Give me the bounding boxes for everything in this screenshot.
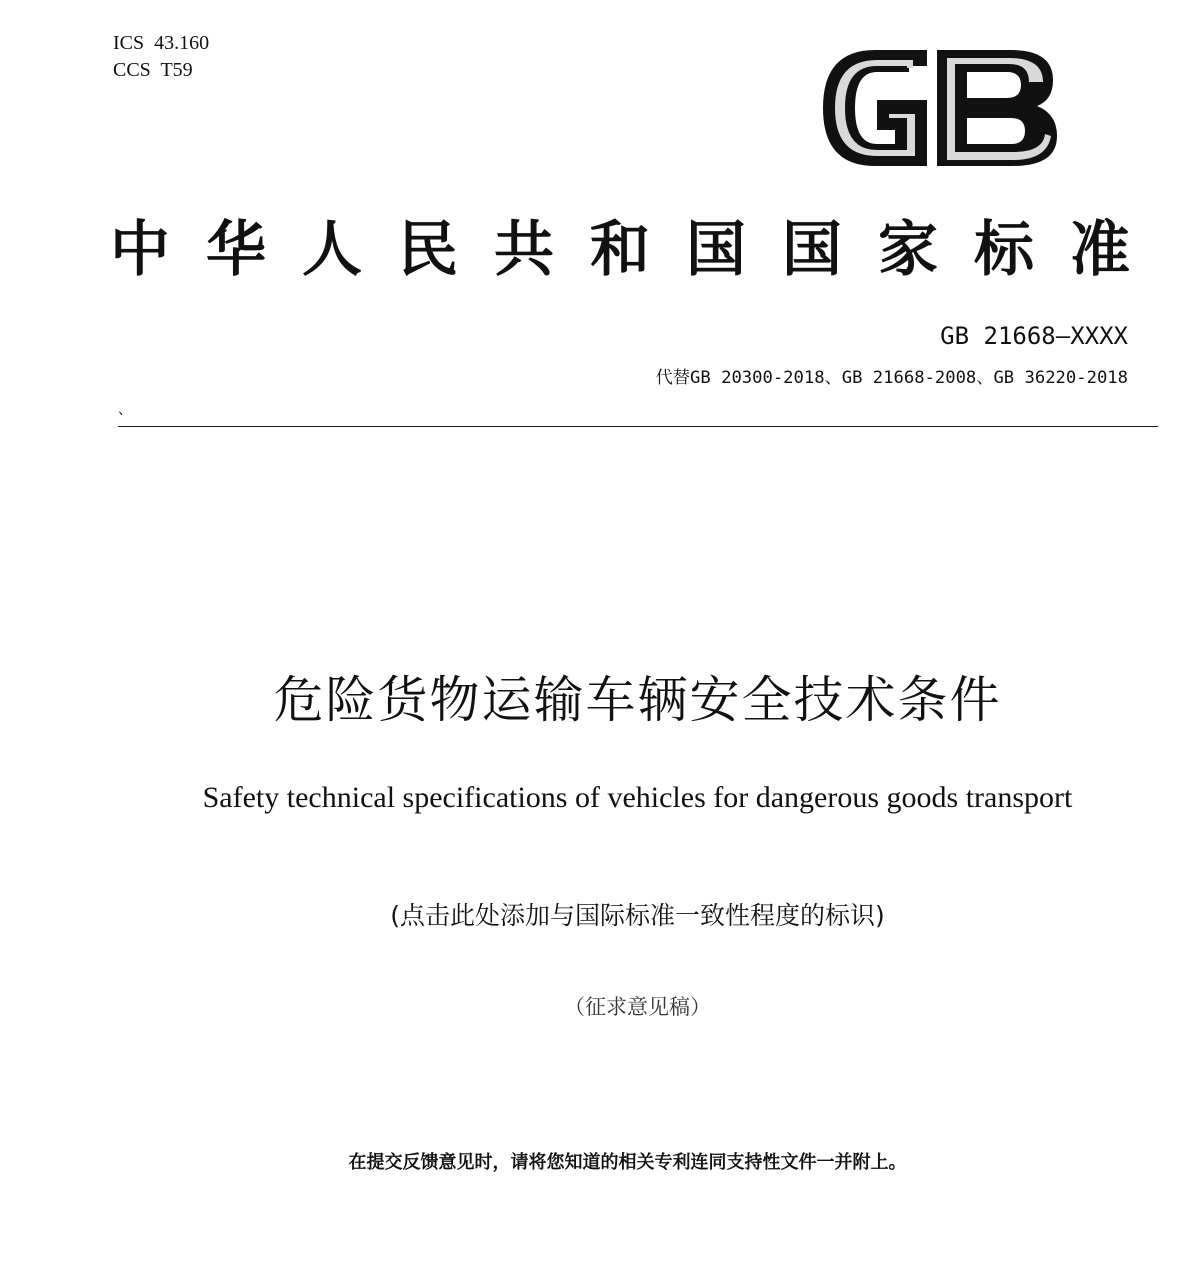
ccs-code: CCS T59 xyxy=(113,59,193,81)
document-title-english: Safety technical specifications of vehicles for dangerous goods transport xyxy=(202,781,1073,814)
draft-status: （征求意见稿） xyxy=(564,995,711,1019)
conformity-placeholder[interactable]: (点击此处添加与国际标准一致性程度的标识) xyxy=(390,901,885,930)
document-title-chinese: 危险货物运输车辆安全技术条件 xyxy=(273,671,1002,729)
header-divider xyxy=(118,426,1158,427)
ics-code: ICS 43.160 xyxy=(113,32,210,54)
patent-notice: 在提交反馈意见时，请将您知道的相关专利连同支持性文件一并附上。 xyxy=(348,1152,907,1173)
stray-mark: 、 xyxy=(118,402,132,418)
standard-number: GB 21668—XXXX xyxy=(940,322,1128,350)
gb-logo-icon xyxy=(815,44,1061,172)
replaces-standards: 代替GB 20300-2018、GB 21668-2008、GB 36220-2018 xyxy=(655,368,1128,388)
classification-codes xyxy=(113,30,209,84)
national-standard-heading: 中华人民共和国国家标准 xyxy=(110,215,1166,285)
